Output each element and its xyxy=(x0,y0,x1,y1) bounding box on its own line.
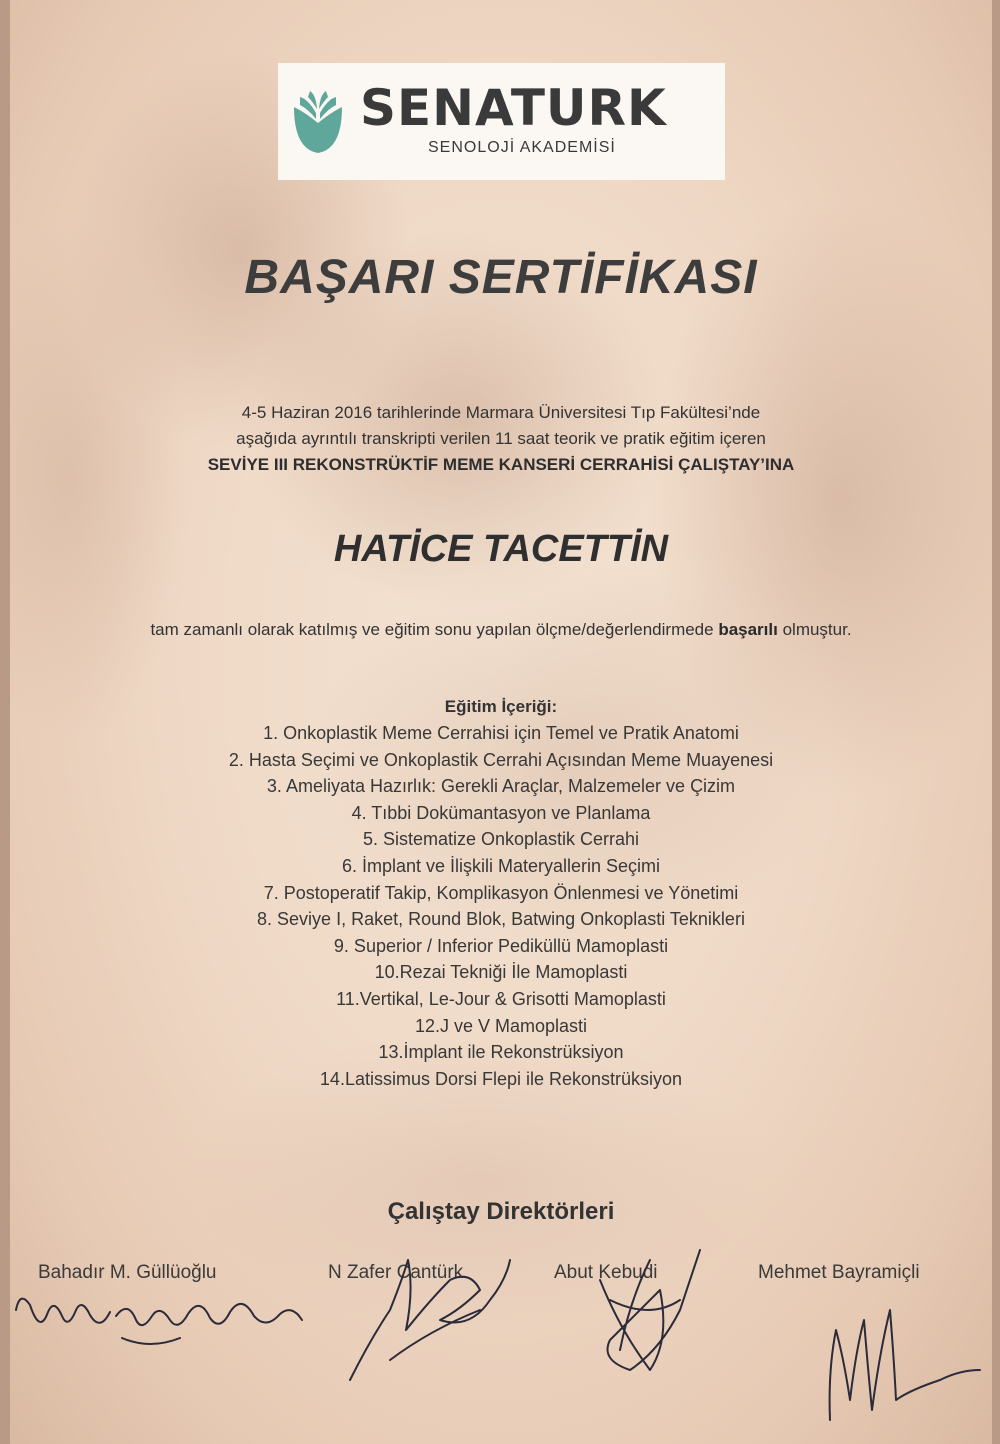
certificate-paper xyxy=(10,0,992,1444)
list-item: 5. Sistematize Onkoplastik Cerrahi xyxy=(362,829,640,850)
recipient-name: HATİCE TACETTİN xyxy=(333,528,669,570)
intro-line-1: 4-5 Haziran 2016 tarihlerinde Marmara Üniversitesi Tıp Fakültesi’nde xyxy=(241,403,761,422)
list-item: 12.J ve V Mamoplasti xyxy=(414,1015,588,1036)
director-name-3: Abut Kebudi xyxy=(554,1262,658,1283)
intro-text xyxy=(10,400,992,478)
list-item: 10.Rezai Tekniği İle Mamoplasti xyxy=(374,962,628,983)
directors-title: Çalıştay Direktörleri xyxy=(387,1198,615,1225)
list-item: 13.İmplant ile Rekonstrüksiyon xyxy=(378,1042,624,1063)
brand-subtitle: SENOLOJİ AKADEMİSİ xyxy=(428,139,616,156)
result-bold: başarılı xyxy=(718,620,778,639)
signature-2 xyxy=(350,1260,510,1380)
book-leaf-icon xyxy=(290,89,346,155)
director-name-4: Mehmet Bayramiçli xyxy=(758,1262,920,1283)
list-item: 4. Tıbbi Dokümantasyon ve Planlama xyxy=(351,802,651,823)
workshop-name: SEVİYE III REKONSTRÜKTİF MEME KANSERİ CERRAHİSİ ÇALIŞTAY’INA xyxy=(207,455,795,474)
list-item: 8. Seviye I, Raket, Round Blok, Batwing Onkoplasti Teknikleri xyxy=(257,909,745,930)
signature-4 xyxy=(830,1310,980,1420)
list-item: 9. Superior / Inferior Pediküllü Mamoplasti xyxy=(333,935,669,956)
list-item: 7. Postoperatif Takip, Komplikasyon Önlenmesi ve Yönetimi xyxy=(263,882,739,903)
list-item: 14.Latissimus Dorsi Flepi ile Rekonstrüksiyon xyxy=(319,1068,683,1089)
signature-3 xyxy=(600,1250,700,1370)
intro-line-2: aşağıda ayrıntılı transkripti verilen 11 saat teorik ve pratik eğitim içeren xyxy=(236,429,766,448)
director-name-1: Bahadır M. Güllüoğlu xyxy=(38,1262,217,1283)
director-name-2: N Zafer Cantürk xyxy=(328,1262,464,1283)
result-text-before: tam zamanlı olarak katılmış ve eğitim sonu yapılan ölçme/değerlendirmede xyxy=(150,620,719,639)
signature-1 xyxy=(16,1299,302,1326)
brand-name: SENATURK xyxy=(360,79,667,137)
signatures xyxy=(10,1220,992,1444)
curriculum-list xyxy=(10,720,992,1092)
result-text-after: olmuştur. xyxy=(777,620,852,639)
curriculum-title: Eğitim İçeriği: xyxy=(444,697,558,716)
certificate-title: BAŞARI SERTİFİKASI xyxy=(244,251,758,304)
list-item: 11.Vertikal, Le-Jour & Grisotti Mamoplasti xyxy=(336,988,666,1009)
senaturk-logo xyxy=(278,63,725,180)
list-item: 3. Ameliyata Hazırlık: Gerekli Araçlar, Malzemeler ve Çizim xyxy=(266,776,736,797)
list-item: 2. Hasta Seçimi ve Onkoplastik Cerrahi Açısından Meme Muayenesi xyxy=(228,749,774,770)
list-item: 1. Onkoplastik Meme Cerrahisi için Temel ve Pratik Anatomi xyxy=(263,723,739,743)
list-item: 6. İmplant ve İlişkili Materyallerin Seçimi xyxy=(341,855,661,876)
result-statement xyxy=(10,620,992,640)
